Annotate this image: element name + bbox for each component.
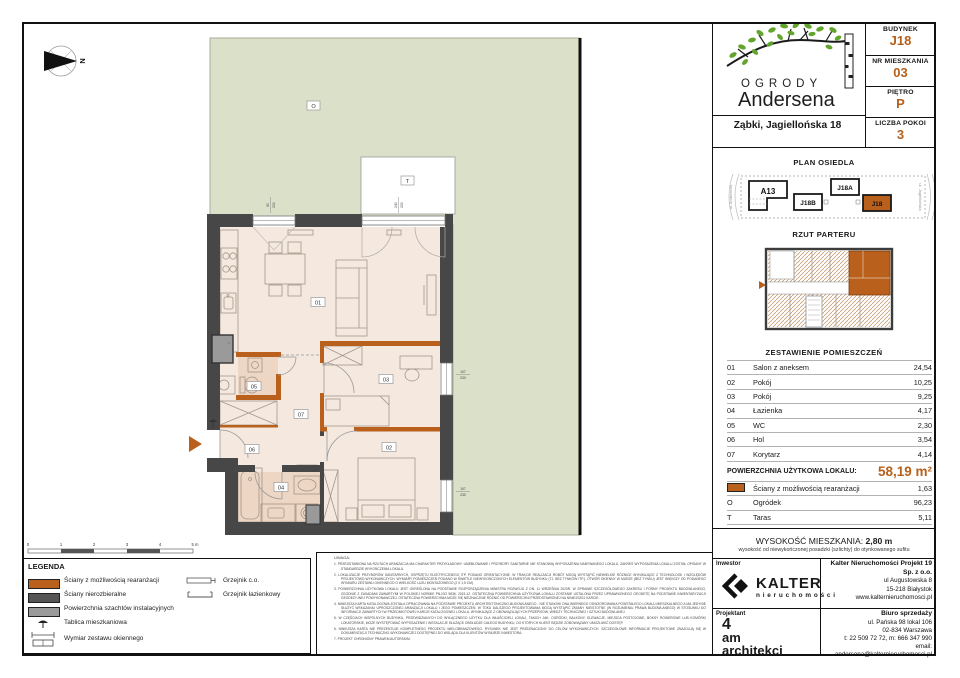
svg-text:1: 1 [59,542,63,547]
svg-text:O: O [311,104,316,110]
field-label: BUDYNEK [882,26,918,33]
table-row: 07 Korytarz 4,14 [727,447,932,461]
panel-divider [712,22,713,656]
legend-darkwall-swatch [28,593,60,603]
sales-office-email: email: andersena@kalternieruchomosci.pl [834,643,932,659]
note-item: 4. NINIEJSZA KARTA KATALOGOWA ZOSTAŁA OPRACOWANA NA PODSTAWIE PROJEKTU ARCHITEKTONICZNO-BUDOWLANEGO - NIE STANOWI ONA WIERNEGO ODWZOROWANIA POWSTAŁEGO LOKALU MIESZKALNEGO A MA JEDYNIE SŁUŻYĆ WSKAZANIU UPROSZCZONEJ ARANŻACJI LOKALU I JEGO POMIESZCZEŃ. W TOKU DALSZEGO PROJEKTOWANIA MOGĄ WYSTĄPIĆ ZMIANY NIEISTOTNE (W ROZUMIENIU PRAWA BUDOWLANEGO) W STOSUNKU DO INFORMACJI ZAWARTYCH W PRZEDMIOTOWEJ KARCIE KATALOGOWEJ LOKALU, WYNIKAJĄCE Z OBOWIĄZUJĄCYCH PRZEPISÓW, WIEDZY TECHNICZNEJ I SZTUKI BUDOWLANEJ. [334,601,706,615]
divider [865,117,936,118]
legend-item: Tablica mieszkaniowa [64,619,127,626]
field-value: P [896,96,905,111]
field-value: J18 [889,33,912,48]
svg-text:5 m: 5 m [191,542,199,547]
site-plan-title: PLAN OSIEDLA [793,158,855,167]
legend-board-icon [35,617,51,629]
svg-text:J18: J18 [871,201,883,208]
svg-text:05: 05 [250,384,258,391]
kitchen-mark: z [226,341,231,345]
svg-text:J18B: J18B [800,200,816,207]
kalter-brand: KALTER [756,575,822,592]
svg-text:3: 3 [125,542,129,547]
street-label-right: ul. Jagiellońska [918,183,923,211]
divider [820,558,821,656]
table-row-terrace: T Taras 5,11 [727,511,932,525]
height-subtitle: wysokość od niewykończonej posadzki (szlichty) do otynkowanego sufitu [738,547,910,553]
divider [316,552,317,656]
street-label-left: ul. Andersena [728,184,733,210]
svg-text:230: 230 [460,376,466,380]
table-row: 06 Hol 3,54 [727,433,932,447]
svg-text:4: 4 [158,542,162,547]
svg-text:107: 107 [460,370,466,374]
note-item: 5. W CZĘŚCIACH WSPÓLNYCH BUDYNKU, PRZEWIDZIANYCH DO WYŁĄCZNEGO UŻYTKU DLA WŁAŚCICIELI LOKALI, TAKICH JAK: OGRÓDKI, BALKONY, ELEWACJE, MIEJSCA POSTOJOWE, BOKSY ROWEROWE LUB KOMÓRKI LOKATORSKIE, MOŻE WYSTĘPOWAĆ WYPOSAŻENIE I INSTALACJE SŁUŻĄCE OBSŁUDZE CAŁEGO BUDYNKU, DO KTÓRYCH KLIENT BĘDZIE ZOBOWIĄZANY UMOŻLIWIĆ DOSTĘP. [334,616,706,625]
fouram-logo: 4 am architekci [722,616,783,658]
field-liczba-pokoi [865,120,936,142]
legend-item: Wymiar zestawu okiennego [64,635,144,642]
total-area-value: 58,19 m² [877,463,932,479]
projektant-label: Projektant [716,611,746,617]
svg-text:01: 01 [314,300,322,307]
svg-text:107: 107 [460,487,466,491]
legend-radiator-bath-icon [186,590,218,600]
svg-text:04: 04 [277,485,285,492]
divider [865,86,936,87]
north-label: N [78,58,87,64]
divider [316,552,712,553]
inwestor-address: Kalter Nieruchomości Projekt 19 Sp. z o.o. ul Augustowska 8 15-218 Białystok www.kalternieruchomosci.pl [830,560,932,601]
floor-overview-title: RZUT PARTERU [792,230,856,239]
rooms-table-title: ZESTAWIENIE POMIESZCZEŃ [765,348,883,357]
inwestor-label: Inwestor [716,561,741,567]
divider [712,528,936,529]
inwestor-website: www.kalternieruchomosci.pl [855,593,932,601]
note-item: 6. NINIEJSZA KARTA NIE PREZENTUJE KOMPLETNEGO PROJEKTU WIELOBRANŻOWEGO. RYSUNEK NIE JEST PRZEZNACZONY DO CELÓW WYKONAWCZYCH. SZCZEGÓŁOWE INFORMACJE PROJEKTOWE ZNAJDUJĄ SIĘ W DOKUMENTACJI TECHNICZNO-WYKONAWCZEJ DOSTĘPNEJ DO WGLĄDU DLA KLIENTÓW W BIURZE INWESTORA. [334,626,706,636]
logo-line1: OGRODY [741,78,823,90]
svg-text:06: 06 [248,447,256,454]
height-label: WYSOKOŚĆ MIESZKANIA: [755,536,864,546]
notes-title: UWAGA: [334,555,351,560]
field-label: NR MIESZKANIA [872,58,929,65]
svg-text:240: 240 [394,202,398,208]
legend-item: Ściany nierozbieralne [64,591,127,598]
field-budynek [865,26,936,48]
svg-text:07: 07 [297,412,305,419]
svg-text:230: 230 [272,202,276,208]
logo-line2: Andersena [738,89,835,111]
table-row-garden: O Ogródek 96,23 [727,496,932,510]
height-value: 2,80 m [865,536,893,546]
svg-text:230: 230 [400,202,404,208]
apartment-height [712,536,936,553]
table-row-rearrangeable: Ściany z możliwością rearanżacji 1,63 [727,482,932,496]
divider [712,115,865,116]
svg-text:T: T [405,179,410,185]
field-value: 3 [896,127,905,142]
kalter-brand-sub: nieruchomości [756,592,838,599]
svg-text:03: 03 [382,377,390,384]
svg-text:A13: A13 [760,187,776,196]
legend-item: Grzejnik c.o. [223,577,260,584]
field-label: LICZBA POKOI [875,120,926,127]
legend-title: LEGENDA [28,562,65,571]
sales-office-phone: t: 22 509 72 72, m: 666 347 990 [844,635,932,643]
divider [712,608,936,609]
legend-shaft-swatch [28,607,60,617]
svg-text:02: 02 [385,445,393,452]
table-row: 03 Pokój 9,25 [727,390,932,404]
sales-office-title: Biuro sprzedaży [881,610,932,617]
field-nr-mieszkania [865,58,936,80]
svg-text:J18A: J18A [837,185,853,192]
legend-radiator-co-icon [186,576,218,586]
svg-text:230: 230 [460,493,466,497]
note-item: 7. PROJEKT CHRONIONY PRAWEM AUTORSKIM. [334,636,411,641]
table-row: 04 Łazienka 4,17 [727,404,932,418]
svg-text:0: 0 [26,542,30,547]
legend [22,558,311,654]
divider [865,55,936,56]
note-item: 3. POWIERZCHNIA UŻYTKOWA LOKALU JEST OKREŚLONA NA PODSTAWIE ROZPORZĄDZENIA MINISTRA ROZWOJU Z DN. 11 WRZEŚNIA 2020R. W SPRAWIE SZCZEGÓŁOWEGO ZAKRESU I FORMY PROJEKTU BUDOWLANEGO, ZGODNIE Z ZASADAMI ZAWARTYMI W POLSKIEJ NORMIE PN-ISO 9836: 2015-12. OSTATECZNA POWIERZCHNIA UŻYTKOWA LOKALU ZOSTANIE USTALONA PRZEZ UPRAWNIONEGO GEODETĘ NA PODSTAWIE INWENTARYZACJI GEODEZYJNEJ POWYKONAWCZEJ. OSTATECZNA POWIERZCHNIA MOŻE SIĘ NIEZNACZNIE RÓŻNIĆ OD POWIERZCHNI PRZEDSTAWIONEJ NA NINIEJSZEJ KARCIE. [334,587,706,600]
table-row: 01 Salon z aneksem 24,54 [727,360,932,375]
legend-window-dim-icon [30,630,56,650]
inwestor-company: Kalter Nieruchomości Projekt 19 Sp. z o.o. [830,560,932,576]
rooms-table [727,360,932,525]
svg-text:90: 90 [266,203,270,207]
legend-item: Powierzchnia szachtów instalacyjnych [64,605,174,612]
table-row: 05 WC 2,30 [727,419,932,433]
svg-text:2: 2 [92,542,96,547]
sales-office: Biuro sprzedaży ul. Pańska 98 lokal 106 02-834 Warszawa t: 22 509 72 72, m: 666 347 990 email: andersena@kalternieruchomosci.pl [834,610,932,659]
field-pietro [865,89,936,111]
legend-item: Grzejnik łazienkowy [223,591,281,598]
table-row: 02 Pokój 10,25 [727,375,932,389]
orange-wall-swatch [727,483,745,492]
legend-item: Ściany z możliwością rearanżacji [64,577,160,584]
total-label: POWIERZCHNIA UŻYTKOWA LOKALU: [727,467,857,475]
legend-orange-swatch [28,579,60,589]
divider [712,558,936,559]
project-address: Ząbki, Jagiellońska 18 [733,120,842,131]
total-row [727,462,932,482]
notes-block [334,555,706,643]
note-item: 1. PRZEDSTAWIONA NA RZUTACH ARANŻACJA MA CHARAKTER PRZYKŁADOWY. UMEBLOWANIE I PRZYBORY SANITARNE NIE STANOWIĄ WYPOSAŻENIA NABYWANEGO LOKALU. ZAKRES WYPOSAŻENIA LOKALU ZOSTAŁ OPISANY W STANDARDZIE WYKOŃCZENIA LOKALU. [334,562,706,571]
note-item: 2. LOKALIZACJE PRZYBORÓW SANITARNYCH, OSPRZĘTU ELEKTRYCZNEGO ITP. PODANO ORIENTACYJNIE. W TRAKCIE REALIZACJI ROBÓT MOGĄ WYSTĄPIĆ NIEWIELKIE RÓŻNICE WYNIKAJĄCE Z TECHNOLOGII I WZGLĘDÓW PROJEKTOWO-WYKONAWCZYCH. WYMIARY POMIESZCZEŃ PODANO W ŚWIETLE NIEWYKOŃCZONYCH ELEMENTÓW BUDYNKU (TJ. BEZ TYNKÓW ITP.). OTWÓR OKIENNY W MURZE (BEZ TYNKU) JEST WIĘKSZY OD PODANEGO WYMIARU ZESTAWU OKIENNEGO O WIELKOŚĆ LUZU MONTAŻOWEGO (2 X 1,5 CM). [334,572,706,586]
field-value: 03 [893,65,908,80]
field-label: PIĘTRO [887,89,914,96]
kalter-logo-icon [720,570,752,602]
divider [712,147,936,148]
